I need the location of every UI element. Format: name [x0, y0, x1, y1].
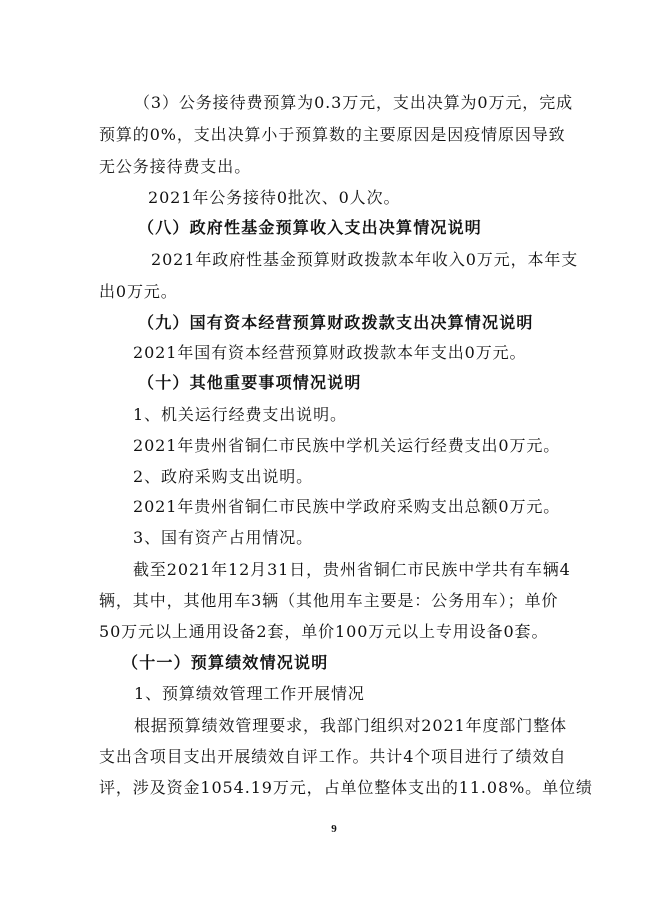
text-line: （3）公务接待费预算为0.3万元，支出决算为0万元，完成 — [134, 93, 574, 112]
section-heading: （八）政府性基金预算收入支出决算情况说明 — [138, 218, 483, 237]
text-line: 2021年国有资本经营预算财政拨款本年支出0万元。 — [133, 343, 527, 362]
text-line: 2021年贵州省铜仁市民族中学机关运行经费支出0万元。 — [133, 436, 561, 455]
text-line: 3、国有资产占用情况。 — [133, 528, 314, 547]
section-heading: （十一）预算绩效情况说明 — [122, 653, 329, 672]
section-heading: （十）其他重要事项情况说明 — [138, 373, 362, 392]
text-line: 50万元以上通用设备2套，单价100万元以上专用设备0套。 — [99, 622, 549, 641]
text-line: 截至2021年12月31日，贵州省铜仁市民族中学共有车辆4 — [133, 560, 571, 579]
text-line: 辆，其中，其他用车3辆（其他用车主要是：公务用车）；单价 — [99, 591, 559, 610]
section-heading: （九）国有资本经营预算财政拨款支出决算情况说明 — [138, 313, 534, 332]
text-line: 出0万元。 — [99, 282, 178, 301]
text-line: 2、政府采购支出说明。 — [133, 467, 314, 486]
text-line: 1、预算绩效管理工作开展情况 — [134, 684, 365, 703]
text-line: 2021年政府性基金预算财政拨款本年收入0万元，本年支 — [151, 250, 579, 269]
text-line: 支出含项目支出开展绩效自评工作。共计4个项目进行了绩效自 — [99, 747, 567, 766]
text-line: 1、机关运行经费支出说明。 — [133, 405, 347, 424]
page-number: 9 — [331, 823, 337, 835]
text-line: 无公务接待费支出。 — [99, 157, 252, 176]
text-line: 预算的0%，支出决算小于预算数的主要原因是因疫情原因导致 — [99, 125, 566, 144]
text-line: 根据预算绩效管理要求，我部门组织对2021年度部门整体 — [134, 716, 568, 735]
text-line: 评，涉及资金1054.19万元，占单位整体支出的11.08%。单位绩 — [99, 778, 593, 797]
text-line: 2021年贵州省铜仁市民族中学政府采购支出总额0万元。 — [133, 497, 561, 516]
text-line: 2021年公务接待0批次、0人次。 — [148, 188, 401, 207]
